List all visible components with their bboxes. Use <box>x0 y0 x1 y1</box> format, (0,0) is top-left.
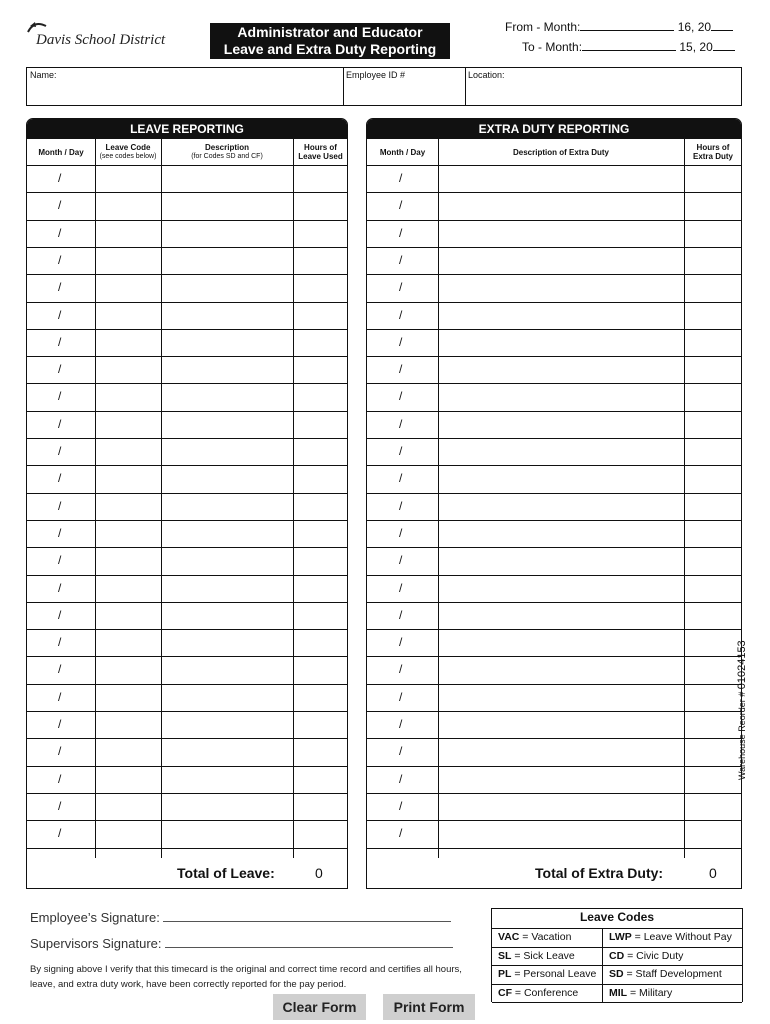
leave-date-cell[interactable]: / <box>58 771 62 786</box>
code-lwp-key: LWP <box>609 931 632 943</box>
leave-col-desc <box>161 139 293 165</box>
extra-row-rule <box>367 165 741 166</box>
extra-row-rule <box>367 302 741 303</box>
location-field[interactable] <box>465 68 741 106</box>
leave-date-cell[interactable]: / <box>58 798 62 813</box>
form-title <box>210 23 450 59</box>
leave-date-cell[interactable]: / <box>58 744 62 759</box>
extra-row-rule <box>367 738 741 739</box>
supervisor-signature-row <box>30 936 453 951</box>
extra-row-rule <box>367 465 741 466</box>
extra-date-cell[interactable]: / <box>399 389 403 404</box>
leave-date-cell[interactable]: / <box>58 553 62 568</box>
extra-date-cell[interactable]: / <box>399 416 403 431</box>
extra-date-cell[interactable]: / <box>399 307 403 322</box>
leave-table-banner: LEAVE REPORTING <box>27 119 347 139</box>
leave-row-rule <box>27 465 347 466</box>
leave-col-month-text: Month / Day <box>38 147 84 157</box>
extra-table-banner: EXTRA DUTY REPORTING <box>367 119 741 139</box>
extra-date-cell[interactable]: / <box>399 744 403 759</box>
leave-col-hours-text1: Hours of <box>304 143 337 152</box>
leave-row-rule <box>27 247 347 248</box>
extra-duty-table <box>366 118 742 889</box>
code-lwp <box>609 931 732 943</box>
extra-col-hours-text2: Extra Duty <box>692 152 733 161</box>
leave-date-cell[interactable]: / <box>58 635 62 650</box>
code-pl <box>498 968 596 980</box>
to-year-field[interactable] <box>713 40 735 51</box>
code-pl-desc: = Personal Leave <box>511 968 597 980</box>
leave-row-rule <box>27 520 347 521</box>
extra-row-rule <box>367 520 741 521</box>
from-month-row <box>505 20 733 34</box>
extra-col-desc <box>438 139 684 165</box>
leave-date-cell[interactable]: / <box>58 307 62 322</box>
extra-row-rule <box>367 438 741 439</box>
extra-row-rule <box>367 629 741 630</box>
code-sl-key: SL <box>498 950 512 962</box>
leave-date-cell[interactable]: / <box>58 362 62 377</box>
extra-date-cell[interactable]: / <box>399 717 403 731</box>
extra-date-cell[interactable]: / <box>399 471 403 486</box>
codes-rule <box>492 965 742 966</box>
warehouse-reorder <box>736 580 756 780</box>
leave-date-cell[interactable]: / <box>58 444 62 458</box>
extra-row-rule <box>367 820 741 821</box>
extra-date-cell[interactable]: / <box>399 171 403 185</box>
to-month-field[interactable] <box>582 40 676 51</box>
code-sl <box>498 950 575 962</box>
extra-row-rule <box>367 684 741 685</box>
leave-row-rule <box>27 820 347 821</box>
info-bottom-rule <box>26 105 742 115</box>
codes-rule <box>492 947 742 948</box>
leave-row-rule <box>27 547 347 548</box>
extra-row-rule <box>367 711 741 712</box>
extra-date-cell[interactable]: / <box>399 362 403 377</box>
extra-row-rule <box>367 247 741 248</box>
extra-date-cell[interactable]: / <box>399 826 403 841</box>
form-title-line2: Leave and Extra Duty Reporting <box>223 41 437 57</box>
extra-date-cell[interactable]: / <box>399 198 403 213</box>
leave-date-cell[interactable]: / <box>58 717 62 731</box>
employee-signature-label: Employee’s Signature: <box>30 910 160 925</box>
code-mil-key: MIL <box>609 987 628 999</box>
extra-row-rule <box>367 547 741 548</box>
extra-date-cell[interactable]: / <box>399 525 403 540</box>
leave-col-desc-text: Description <box>204 143 249 152</box>
leave-date-cell[interactable]: / <box>58 334 62 349</box>
extra-date-cell[interactable]: / <box>399 553 403 568</box>
code-lwp-desc: = Leave Without Pay <box>631 931 732 943</box>
leave-row-rule <box>27 766 347 767</box>
extra-row-rule <box>367 274 741 275</box>
code-vac-desc: = Vacation <box>519 931 572 943</box>
leave-col-month <box>27 139 95 165</box>
leave-date-cell[interactable]: / <box>58 471 62 486</box>
leave-row-rule <box>27 575 347 576</box>
leave-date-cell[interactable]: / <box>58 525 62 540</box>
code-cf-key: CF <box>498 987 512 999</box>
supervisor-signature-field[interactable] <box>165 936 453 948</box>
leave-date-cell[interactable]: / <box>58 171 62 185</box>
leave-row-rule <box>27 711 347 712</box>
extra-row-rule <box>367 793 741 794</box>
leave-date-cell[interactable]: / <box>58 280 62 295</box>
leave-row-rule <box>27 629 347 630</box>
leave-date-cell[interactable]: / <box>58 662 62 677</box>
employee-signature-field[interactable] <box>163 910 451 922</box>
code-cd-desc: = Civic Duty <box>624 950 684 962</box>
extra-date-cell[interactable]: / <box>399 280 403 295</box>
leave-row-rule <box>27 411 347 412</box>
code-sl-desc: = Sick Leave <box>511 950 575 962</box>
leave-codes-title: Leave Codes <box>579 910 655 924</box>
code-mil-desc: = Military <box>627 987 673 999</box>
extra-row-rule <box>367 656 741 657</box>
code-cd-key: CD <box>609 950 625 962</box>
leave-row-rule <box>27 848 347 849</box>
from-month-field[interactable] <box>580 20 674 31</box>
to-month-label: To - Month: <box>522 40 583 54</box>
extra-date-cell[interactable]: / <box>399 635 403 650</box>
extra-date-cell[interactable]: / <box>399 798 403 813</box>
extra-col-month-text: Month / Day <box>379 147 426 157</box>
extra-date-cell[interactable]: / <box>399 662 403 677</box>
extra-col-desc-text: Description of Extra Duty <box>512 147 609 157</box>
extra-date-cell[interactable]: / <box>399 334 403 349</box>
leave-col-code <box>95 139 161 165</box>
from-month-label: From - Month: <box>505 20 581 34</box>
extra-date-cell[interactable]: / <box>399 252 403 267</box>
leave-col-code-subtext: (see codes below) <box>99 153 157 160</box>
warehouse-number: 01024153 <box>736 640 748 690</box>
extra-date-cell[interactable]: / <box>399 498 403 513</box>
name-label: Name: <box>30 70 57 80</box>
leave-date-cell[interactable]: / <box>58 689 62 704</box>
name-field[interactable] <box>27 68 343 106</box>
leave-row-rule <box>27 356 347 357</box>
leave-col-hours-text2: Leave Used <box>298 152 343 161</box>
extra-date-cell[interactable]: / <box>399 607 403 622</box>
extra-row-rule <box>367 356 741 357</box>
to-month-row <box>522 40 735 54</box>
leave-row-rule <box>27 165 347 166</box>
codes-divider <box>602 928 603 1002</box>
extra-row-rule <box>367 602 741 603</box>
code-pl-key: PL <box>498 968 512 980</box>
extra-col-hours <box>684 139 742 165</box>
code-vac-key: VAC <box>498 931 520 943</box>
extra-col-hours-text1: Hours of <box>696 143 730 152</box>
leave-row-rule <box>27 192 347 193</box>
leave-row-rule <box>27 793 347 794</box>
extra-row-rule <box>367 383 741 384</box>
extra-col-month <box>367 139 438 165</box>
leave-row-rule <box>27 329 347 330</box>
extra-row-rule <box>367 220 741 221</box>
leave-date-cell[interactable]: / <box>58 389 62 404</box>
extra-date-cell[interactable]: / <box>399 444 403 458</box>
leave-date-cell[interactable]: / <box>58 826 62 841</box>
leave-row-rule <box>27 493 347 494</box>
extra-row-rule <box>367 192 741 193</box>
employee-signature-row <box>30 910 451 925</box>
leave-reporting-table <box>26 118 348 889</box>
extra-date-cell[interactable]: / <box>399 580 403 595</box>
leave-total-label: Total of Leave: <box>177 865 275 881</box>
pay-period-dates <box>500 20 750 60</box>
employee-id-field[interactable] <box>343 68 465 106</box>
print-form-button[interactable]: Print Form <box>383 994 475 1020</box>
to-month-suffix: 15, 20 <box>679 40 713 54</box>
leave-row-rule <box>27 684 347 685</box>
location-label: Location: <box>468 70 505 80</box>
district-logo <box>26 20 186 56</box>
extra-row-rule <box>367 575 741 576</box>
supervisor-signature-label: Supervisors Signature: <box>30 936 162 951</box>
leave-row-rule <box>27 302 347 303</box>
leave-row-rule <box>27 738 347 739</box>
leave-total-value: 0 <box>315 865 323 881</box>
extra-row-rule <box>367 493 741 494</box>
leave-col-desc-subtext: (for Codes SD and CF) <box>191 153 263 160</box>
leave-date-cell[interactable]: / <box>58 498 62 513</box>
code-cd <box>609 950 683 962</box>
code-sd-desc: = Staff Development <box>623 968 722 980</box>
extra-total-value: 0 <box>709 865 717 881</box>
leave-date-cell[interactable]: / <box>58 198 62 213</box>
code-vac <box>498 931 571 943</box>
employee-id-label: Employee ID # <box>346 70 406 80</box>
code-cf <box>498 987 578 999</box>
leave-row-rule <box>27 220 347 221</box>
leave-col-hours <box>293 139 348 165</box>
leave-col-code-text: Leave Code <box>105 143 151 152</box>
form-title-line1: Administrator and Educator <box>237 24 423 40</box>
extra-row-rule <box>367 329 741 330</box>
codes-rule <box>492 928 742 929</box>
certification-text: By signing above I verify that this timecard is the original and correct time record and certifies all hours, leave, and extra duty work, have been correctly reported for the pay period. <box>30 964 462 990</box>
codes-rule <box>492 1002 742 1003</box>
leave-date-cell[interactable]: / <box>58 416 62 431</box>
extra-date-cell[interactable]: / <box>399 225 403 240</box>
warehouse-label: Warehouse Reorder # <box>737 691 747 780</box>
extra-total-label: Total of Extra Duty: <box>535 865 664 881</box>
codes-rule <box>492 984 742 985</box>
code-cf-desc: = Conference <box>512 987 579 999</box>
leave-row-rule <box>27 274 347 275</box>
extra-row-rule <box>367 848 741 849</box>
extra-date-cell[interactable]: / <box>399 689 403 704</box>
leave-row-rule <box>27 438 347 439</box>
leave-row-rule <box>27 656 347 657</box>
leave-row-rule <box>27 383 347 384</box>
clear-form-button[interactable]: Clear Form <box>273 994 366 1020</box>
extra-date-cell[interactable]: / <box>399 771 403 786</box>
from-month-suffix: 16, 20 <box>677 20 712 34</box>
code-sd <box>609 968 722 980</box>
from-year-field[interactable] <box>711 20 733 31</box>
leave-row-rule <box>27 602 347 603</box>
extra-row-rule <box>367 411 741 412</box>
employee-info-row <box>26 67 742 105</box>
code-sd-key: SD <box>609 968 624 980</box>
leave-codes-table <box>491 908 743 1002</box>
leave-date-cell[interactable]: / <box>58 607 62 622</box>
leave-date-cell[interactable]: / <box>58 252 62 267</box>
logo-text: Davis School District <box>36 32 166 48</box>
leave-date-cell[interactable]: / <box>58 225 62 240</box>
extra-row-rule <box>367 766 741 767</box>
leave-date-cell[interactable]: / <box>58 580 62 595</box>
code-mil <box>609 987 672 999</box>
